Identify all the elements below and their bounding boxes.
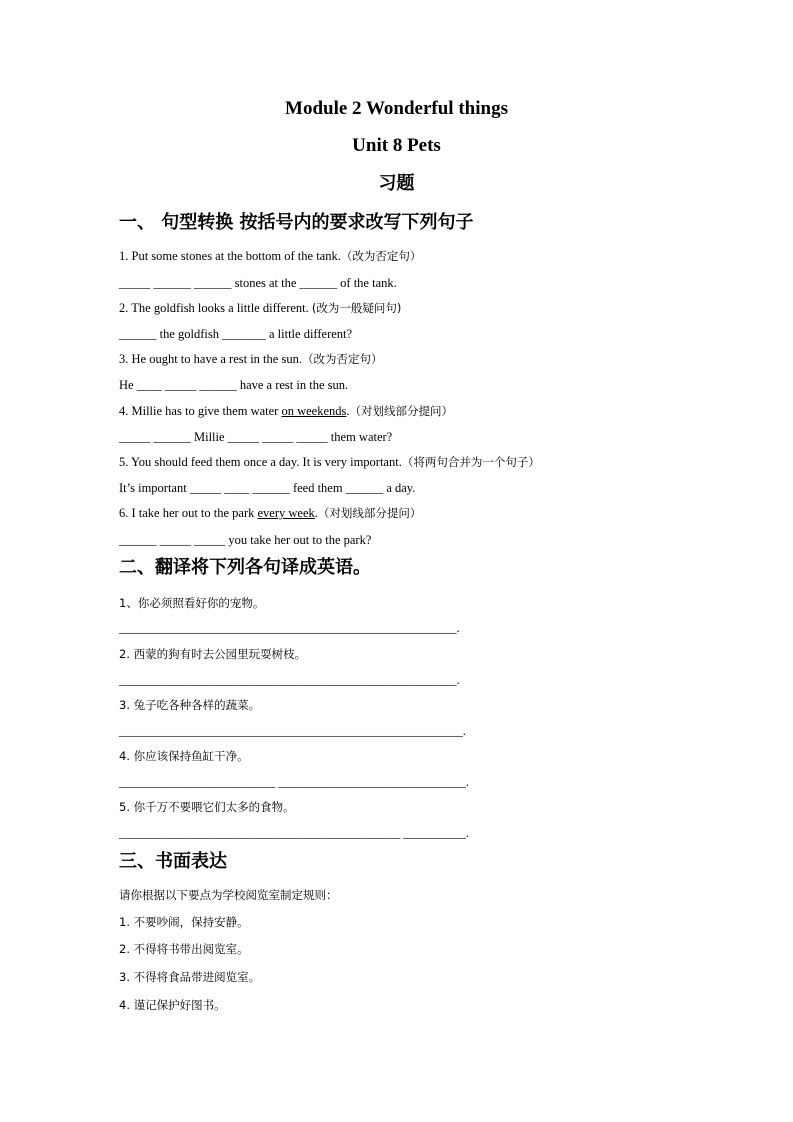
rule-point-3: 3. 不得将食品带进阅览室。 — [119, 970, 261, 984]
question-instruction: （对划线部分提问） — [349, 404, 454, 418]
question-instruction: （将两句合并为一个句子） — [401, 455, 540, 469]
translate-blank-3: _______________________________________________________. — [119, 724, 466, 738]
translate-blank-1: ______________________________________________________. — [119, 621, 460, 635]
answer-line-5: It’s important _____ ____ ______ feed them ______ a day. — [119, 481, 416, 495]
translate-prompt-3: 3. 兔子吃各种各样的蔬菜。 — [119, 698, 261, 712]
question-text: 2. The goldfish looks a little different. — [119, 301, 312, 315]
underlined-phrase: every week — [257, 506, 315, 520]
question-text: 4. Millie has to give them water — [119, 404, 282, 418]
section3-heading: 三、书面表达 — [119, 851, 227, 872]
question-6 — [119, 504, 421, 522]
question-text: 1. Put some stones at the bottom of the tank. — [119, 249, 341, 263]
question-5 — [119, 453, 540, 471]
question-text: 3. He ought to have a rest in the sun. — [119, 352, 302, 366]
answer-line-1: _____ ______ ______ stones at the ______ of the tank. — [119, 276, 397, 290]
underlined-phrase: on weekends — [281, 404, 347, 418]
translate-blank-5: _____________________________________________ __________. — [119, 826, 469, 840]
question-text: 6. I take her out to the park — [119, 506, 258, 520]
unit-title: Unit 8 Pets — [352, 135, 441, 156]
question-punct: . — [314, 506, 318, 520]
answer-line-3: He ____ _____ ______ have a rest in the sun. — [119, 378, 349, 392]
rule-point-1: 1. 不要吵闹，保持安静。 — [119, 915, 249, 929]
section1-heading: 一、 句型转换 按括号内的要求改写下列句子 — [119, 212, 474, 233]
question-instruction: （改为否定句） — [340, 249, 422, 263]
question-instruction: (改为一般疑问句) — [311, 301, 402, 315]
rule-point-2: 2. 不得将书带出阅览室。 — [119, 942, 249, 956]
translate-prompt-2: 2. 西蒙的狗有时去公园里玩耍树枝。 — [119, 647, 307, 661]
exercise-title: 习题 — [378, 173, 415, 194]
translate-prompt-4: 4. 你应该保持鱼缸干净。 — [119, 749, 249, 763]
translate-prompt-5: 5. 你千万不要喂它们太多的食物。 — [119, 800, 295, 814]
question-3 — [119, 350, 382, 368]
question-1 — [119, 247, 421, 265]
translate-blank-2: ______________________________________________________. — [119, 673, 460, 687]
writing-intro: 请你根据以下要点为学校阅览室制定规则： — [119, 888, 338, 902]
section2-heading: 二、翻译将下列各句译成英语。 — [119, 557, 371, 578]
question-2 — [119, 299, 401, 317]
answer-line-6: ______ _____ _____ you take her out to the park? — [119, 533, 372, 547]
question-text: 5. You should feed them once a day. It is very important. — [119, 455, 402, 469]
answer-line-2: ______ the goldfish _______ a little different? — [119, 327, 353, 341]
page-title: Module 2 Wonderful things — [285, 98, 508, 119]
question-4 — [119, 402, 453, 420]
question-instruction: （对划线部分提问） — [317, 506, 422, 520]
translate-blank-4: _________________________ ______________________________. — [119, 775, 469, 789]
question-instruction: （改为否定句） — [301, 352, 383, 366]
answer-line-4: _____ ______ Millie _____ _____ _____ them water? — [119, 430, 393, 444]
rule-point-4: 4. 谨记保护好图书。 — [119, 998, 226, 1012]
question-punct: . — [346, 404, 350, 418]
translate-prompt-1: 1、你必须照看好你的宠物。 — [119, 596, 265, 610]
